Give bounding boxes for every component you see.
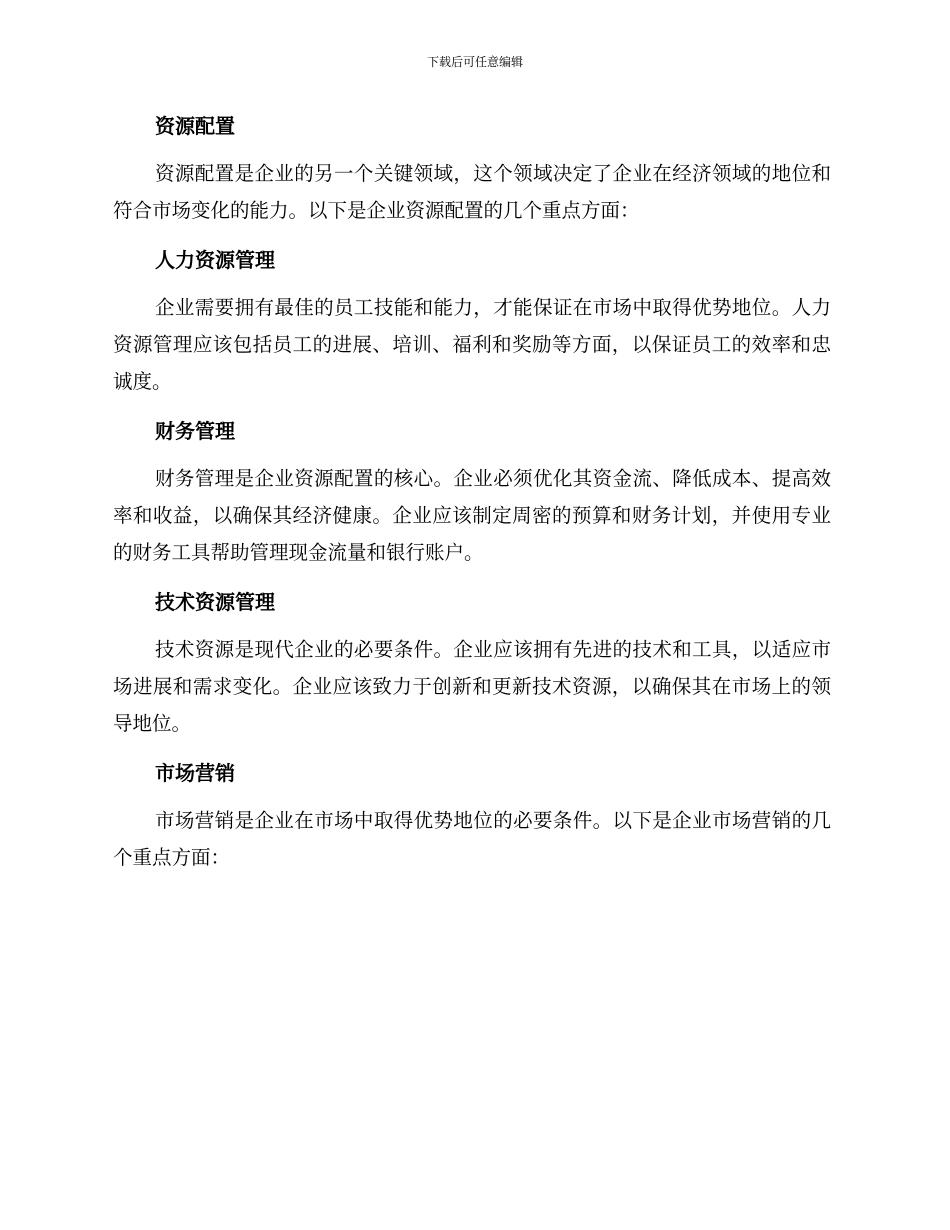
section-heading-resource-allocation: 资源配置 <box>155 114 235 138</box>
section-paragraph-financial-management: 财务管理是企业资源配置的核心。企业必须优化其资金流、降低成本、提高效率和收益，以确保其经济健康。企业应该制定周密的预算和财务计划，并使用专业的财务工具帮助管理现金流量和银行账户。 <box>113 467 831 564</box>
section-paragraph-human-resources: 企业需要拥有最佳的员工技能和能力，才能保证在市场中取得优势地位。人力资源管理应该包括员工的进展、培训、福利和奖励等方面，以保证员工的效率和忠诚度。 <box>113 296 831 393</box>
section-heading-technology-resources: 技术资源管理 <box>155 590 275 614</box>
section-paragraph-marketing: 市场营销是企业在市场中取得优势地位的必要条件。以下是企业市场营销的几个重点方面： <box>113 809 831 869</box>
document-body <box>113 106 831 887</box>
page-header: 下载后可任意编辑 <box>426 55 523 69</box>
section-heading-marketing: 市场营销 <box>155 761 235 785</box>
section-heading-human-resources: 人力资源管理 <box>155 248 275 272</box>
section-paragraph-resource-allocation: 资源配置是企业的另一个关键领域，这个领域决定了企业在经济领域的地位和符合市场变化的能力。以下是企业资源配置的几个重点方面： <box>113 162 831 222</box>
section-heading-financial-management: 财务管理 <box>155 419 235 443</box>
section-paragraph-technology-resources: 技术资源是现代企业的必要条件。企业应该拥有先进的技术和工具，以适应市场进展和需求变化。企业应该致力于创新和更新技术资源，以确保其在市场上的领导地位。 <box>113 638 831 735</box>
